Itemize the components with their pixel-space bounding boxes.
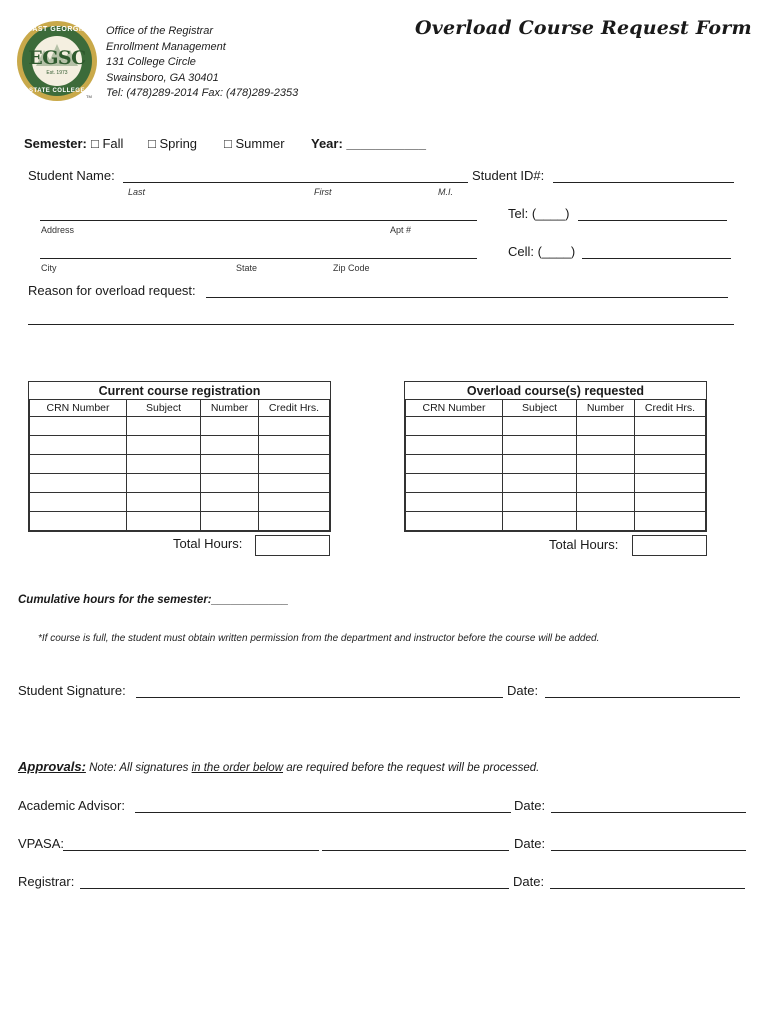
overload-course-table xyxy=(404,381,707,532)
approvals-note-pre: Note: All signatures xyxy=(89,762,192,774)
logo-bottom-text: STATE COLLEGE xyxy=(29,88,85,94)
city-state-zip-field[interactable] xyxy=(40,258,477,259)
year-field[interactable]: Year: ___________ xyxy=(311,136,426,151)
col-crn-header: CRN Number xyxy=(30,400,127,417)
city-caption: City xyxy=(41,263,57,273)
overload-total-label: Total Hours: xyxy=(549,537,619,552)
current-total-label: Total Hours: xyxy=(173,536,243,551)
student-name-label: Student Name: xyxy=(28,168,115,183)
table-row[interactable] xyxy=(406,493,706,512)
approvals-line xyxy=(18,759,539,774)
zip-caption: Zip Code xyxy=(333,263,370,273)
current-total-field[interactable] xyxy=(255,535,330,556)
overload-total-field[interactable] xyxy=(632,535,707,556)
department-name: Enrollment Management xyxy=(106,40,226,53)
state-caption: State xyxy=(236,263,258,273)
semester-spring-checkbox[interactable]: □ Spring xyxy=(148,136,198,151)
logo-est-text: Est. 1973 xyxy=(46,70,68,76)
advisor-label: Academic Advisor: xyxy=(18,798,125,813)
semester-label: Semester: xyxy=(24,136,87,151)
logo-monogram: EGSC xyxy=(28,47,86,69)
student-name-field[interactable] xyxy=(123,182,468,183)
current-table-title: Current course registration xyxy=(98,383,261,398)
registrar-date-field[interactable] xyxy=(550,888,745,889)
reason-label: Reason for overload request: xyxy=(28,283,196,298)
student-date-label: Date: xyxy=(507,683,539,698)
logo-trademark: TM xyxy=(86,94,92,99)
cell-label: Cell: (____) xyxy=(508,244,576,259)
student-signature-field[interactable] xyxy=(136,697,503,698)
registrar-signature-field[interactable] xyxy=(80,888,509,889)
city-state-zip: Swainsboro, GA 30401 xyxy=(106,71,219,84)
registrar-date-label: Date: xyxy=(513,874,545,889)
current-course-table xyxy=(28,381,331,532)
phone-fax: Tel: (478)289-2014 Fax: (478)289-2353 xyxy=(106,87,299,99)
col-crn-header: CRN Number xyxy=(406,400,503,417)
first-name-caption: First xyxy=(314,187,332,197)
advisor-signature-field[interactable] xyxy=(135,812,511,813)
vpasa-label: VPASA: xyxy=(18,836,65,851)
col-credit-header: Credit Hrs. xyxy=(259,400,330,417)
approvals-note-underlined: in the order below xyxy=(191,762,284,774)
form-title: Overload Course Request Form xyxy=(415,17,752,39)
registrar-label: Registrar: xyxy=(18,874,75,889)
table-row[interactable] xyxy=(406,436,706,455)
student-date-field[interactable] xyxy=(545,697,740,698)
advisor-date-label: Date: xyxy=(514,798,546,813)
student-signature-label: Student Signature: xyxy=(18,683,126,698)
col-subject-header: Subject xyxy=(127,400,201,417)
logo-top-text: EAST GEORGIA xyxy=(27,26,87,33)
last-name-caption: Last xyxy=(128,187,146,197)
approvals-note-post: are required before the request will be processed. xyxy=(283,762,540,774)
street-address: 131 College Circle xyxy=(106,56,196,68)
vpasa-date-field[interactable] xyxy=(551,850,746,851)
reason-field-line-1[interactable] xyxy=(206,297,728,298)
address-caption: Address xyxy=(41,225,75,235)
tel-field[interactable] xyxy=(578,220,727,221)
reason-field-line-2[interactable] xyxy=(28,324,734,325)
table-row[interactable] xyxy=(406,455,706,474)
approvals-heading: Approvals: xyxy=(18,759,86,774)
table-row[interactable] xyxy=(30,417,330,436)
col-number-header: Number xyxy=(201,400,259,417)
vpasa-signature-field-2[interactable] xyxy=(322,850,509,851)
overload-table-title: Overload course(s) requested xyxy=(466,383,645,398)
advisor-date-field[interactable] xyxy=(551,812,746,813)
office-name: Office of the Registrar xyxy=(106,25,213,37)
table-row[interactable] xyxy=(30,512,330,531)
col-credit-header: Credit Hrs. xyxy=(635,400,706,417)
table-row[interactable] xyxy=(30,455,330,474)
semester-fall-checkbox[interactable]: □ Fall xyxy=(91,136,124,151)
apt-caption: Apt # xyxy=(390,225,412,235)
table-row[interactable] xyxy=(406,512,706,531)
vpasa-signature-field[interactable] xyxy=(63,850,319,851)
student-id-field[interactable] xyxy=(553,182,734,183)
student-id-label: Student ID#: xyxy=(472,168,545,183)
egsc-logo xyxy=(16,20,98,102)
col-number-header: Number xyxy=(577,400,635,417)
middle-initial-caption: M.I. xyxy=(438,187,453,197)
tel-label: Tel: (____) xyxy=(508,206,570,221)
table-row[interactable] xyxy=(406,474,706,493)
semester-summer-checkbox[interactable]: □ Summer xyxy=(224,136,285,151)
address-field[interactable] xyxy=(40,220,477,221)
col-subject-header: Subject xyxy=(503,400,577,417)
office-address-block xyxy=(106,24,298,102)
cumulative-hours-field[interactable]: Cumulative hours for the semester:____________ xyxy=(18,594,289,606)
table-row[interactable] xyxy=(30,493,330,512)
table-row[interactable] xyxy=(406,417,706,436)
table-row[interactable] xyxy=(30,474,330,493)
table-row[interactable] xyxy=(30,436,330,455)
cell-field[interactable] xyxy=(582,258,731,259)
course-full-note: *If course is full, the student must obtain written permission from the department and instructor before the course will be added. xyxy=(38,633,600,644)
vpasa-date-label: Date: xyxy=(514,836,546,851)
